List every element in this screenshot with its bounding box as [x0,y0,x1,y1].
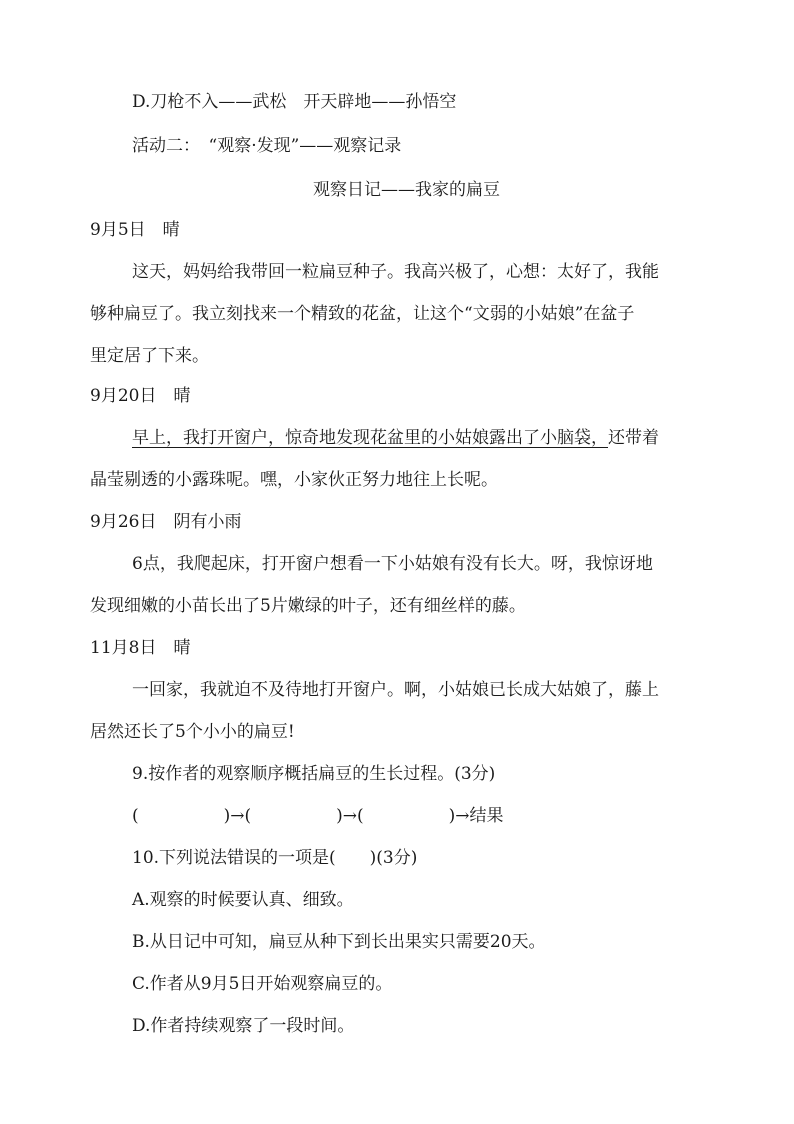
option-d[interactable]: D.作者持续观察了一段时间。 [132,1016,355,1036]
option-b[interactable]: B.从日记中可知，扁豆从种下到长出果实只需要20天。 [132,932,546,952]
question-9: 9.按作者的观察顺序概括扁豆的生长过程。(3分) [132,764,496,784]
entry-text-line [132,428,659,448]
question-10: 10.下列说法错误的一项是( )(3分) [132,848,418,868]
entry-text-line: 一回家，我就迫不及待地打开窗户。啊，小姑娘已长成大姑娘了，藤上 [132,680,659,700]
entry-date: 9月20日 晴 [90,386,191,406]
entry-text-line: 这天，妈妈给我带回一粒扁豆种子。我高兴极了，心想：太好了，我能 [132,262,659,282]
diary-title: 观察日记——我家的扁豆 [313,180,500,200]
entry-text-line: 晶莹剔透的小露珠呢。嘿，小家伙正努力地往上长呢。 [90,470,498,490]
entry-date: 9月5日 晴 [90,220,180,240]
option-a[interactable]: A.观察的时候要认真、细致。 [132,890,354,910]
question-9-answer-blanks[interactable]: ( )→( )→( )→结果 [132,806,504,826]
entry-text-line: 里定居了下来。 [90,346,209,366]
entry-text-rest: 还带着 [608,428,659,448]
activity-two-heading: 活动二： “观察·发现”——观察记录 [132,136,402,156]
entry-text-line: 6点，我爬起床，打开窗户想看一下小姑娘有没有长大。呀，我惊讶地 [132,554,653,574]
entry-text-line: 够种扁豆了。我立刻找来一个精致的花盆，让这个“文弱的小姑娘”在盆子 [90,304,635,324]
entry-text-line: 居然还长了5个小小的扁豆! [90,722,295,742]
option-c[interactable]: C.作者从9月5日开始观察扁豆的。 [132,974,393,994]
entry-date: 11月8日 晴 [90,638,191,658]
entry-text-line: 发现细嫩的小苗长出了5片嫩绿的叶子，还有细丝样的藤。 [90,596,526,616]
entry-date: 9月26日 阴有小雨 [90,512,242,532]
previous-option-d: D.刀枪不入——武松 开天辟地——孙悟空 [132,92,457,112]
underlined-sentence: 早上，我打开窗户，惊奇地发现花盆里的小姑娘露出了小脑袋， [132,428,608,448]
